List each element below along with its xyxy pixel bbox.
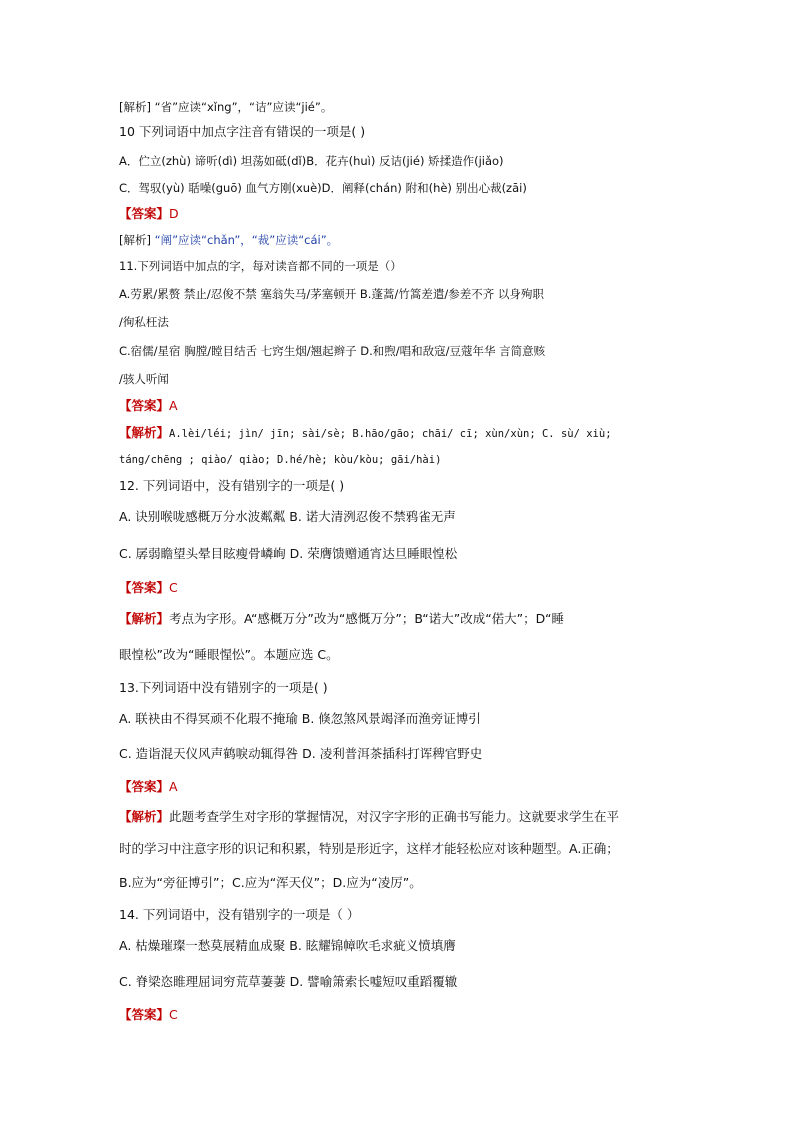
answer-value: A <box>169 779 178 794</box>
q12-analysis-cont: 眼惶松”改为“睡眼惺忪”。本题应选 C。 <box>119 647 339 662</box>
q11-analysis-cont: táng/chēng ; qiào/ qiào; D.hé/hè; kòu/kòu; gāi/hài) <box>119 454 442 466</box>
q11-option-cd-cont: /骇人听闻 <box>119 372 169 386</box>
analysis-q9: [解析] “省”应读“xǐng”，“诘”应读“jié”。 <box>119 100 333 114</box>
q13-option-ab: A. 联袂由不得冥顽不化瑕不掩瑜 B. 倏忽煞风景竭泽而渔旁证博引 <box>119 711 481 726</box>
answer-value: A <box>169 398 178 413</box>
q13-analysis-cont2: B.应为“旁征博引”；C.应为“浑天仪”；D.应为“凌厉”。 <box>119 875 422 890</box>
analysis-tag: 【解析】 <box>119 425 170 440</box>
q12-analysis <box>119 610 689 628</box>
analysis-text: A.lèi/léi; jìn/ jīn; sài/sè; B.hāo/gāo; chāi/ cī; xùn/xùn; C. sù/ xiù; <box>169 428 612 440</box>
analysis-text: 考点为字形。A“感概万分”改为“感慨万分”；B“诺大”改成“偌大”；D“睡 <box>169 611 564 626</box>
answer-tag: 【答案】 <box>119 206 170 221</box>
answer-tag: 【答案】 <box>119 1007 170 1022</box>
question-12: 12. 下列词语中，没有错别字的一项是( ) <box>119 478 345 493</box>
q13-analysis-cont: 时的学习中注意字形的识记和积累，特别是形近字，这样才能轻松应对该种题型。A.正确； <box>119 841 619 856</box>
analysis-tag: 【解析】 <box>119 809 170 824</box>
q12-option-cd: C. 孱弱瞻望头晕目眩瘦骨嶙峋 D. 荣膺馈赠通宵达旦睡眼惶松 <box>119 546 458 561</box>
q14-option-ab: A. 枯燥璀璨一愁莫展精血成聚 B. 眩耀锦幛吹毛求疵义愤填膺 <box>119 938 456 953</box>
q10-option-cd: C．驾驭(yù) 聒噪(guō) 血气方刚(xuè)D．阐释(chán) 附和(hè) 别出心裁(zāi) <box>119 181 527 195</box>
q11-analysis <box>119 424 689 443</box>
q10-analysis <box>119 231 689 249</box>
q11-option-ab: A.劳累/累赘 禁止/忍俊不禁 塞翁失马/茅塞顿开 B.蓬蒿/竹篙差遣/参差不齐 以身殉职 <box>119 287 544 301</box>
answer-value: D <box>169 206 179 221</box>
q13-answer <box>119 778 689 796</box>
answer-tag: 【答案】 <box>119 580 170 595</box>
q11-answer <box>119 397 689 415</box>
answer-tag: 【答案】 <box>119 398 170 413</box>
q12-answer <box>119 579 689 597</box>
answer-value: C <box>169 1007 178 1022</box>
analysis-prefix: [解析] <box>119 233 151 247</box>
question-13: 13.下列词语中没有错别字的一项是( ) <box>119 680 328 695</box>
question-14: 14. 下列词语中，没有错别字的一项是（ ） <box>119 907 360 922</box>
q14-answer <box>119 1006 689 1024</box>
q13-option-cd: C. 造诣混天仪风声鹤唳动辄得咎 D. 凌利普洱茶插科打诨稗官野史 <box>119 746 483 761</box>
q11-option-cd: C.宿儒/星宿 胸膛/瞠目结舌 七窍生烟/翘起辫子 D.和煦/唱和敌寇/豆蔻年华 言简意赅 <box>119 344 546 358</box>
q12-option-ab: A. 诀别喉咙感概万分水波粼粼 B. 诺大清洌忍俊不禁鸦雀无声 <box>119 509 456 524</box>
q10-answer <box>119 205 689 223</box>
answer-tag: 【答案】 <box>119 779 170 794</box>
q11-option-ab-cont: /徇私枉法 <box>119 315 169 329</box>
question-11: 11.下列词语中加点的字，每对读音都不同的一项是（） <box>119 259 402 273</box>
analysis-text: “阐”应读“chǎn”，“裁”应读“cái”。 <box>154 233 339 247</box>
q10-option-ab: A．伫立(zhù) 谛听(dì) 坦荡如砥(dǐ)B．花卉(huì) 反诘(jié) 矫揉造作(jiǎo) <box>119 154 504 168</box>
analysis-tag: 【解析】 <box>119 611 170 626</box>
question-10: 10 下列词语中加点字注音有错误的一项是( ) <box>119 124 366 139</box>
q13-analysis <box>119 808 689 826</box>
answer-value: C <box>169 580 178 595</box>
analysis-text: 此题考查学生对字形的掌握情况，对汉字字形的正确书写能力。这就要求学生在平 <box>169 809 620 824</box>
q14-option-cd: C. 脊梁恣睢理屈词穷荒草萋萋 D. 譬喻箫索长嘘短叹重蹈覆辙 <box>119 974 458 989</box>
